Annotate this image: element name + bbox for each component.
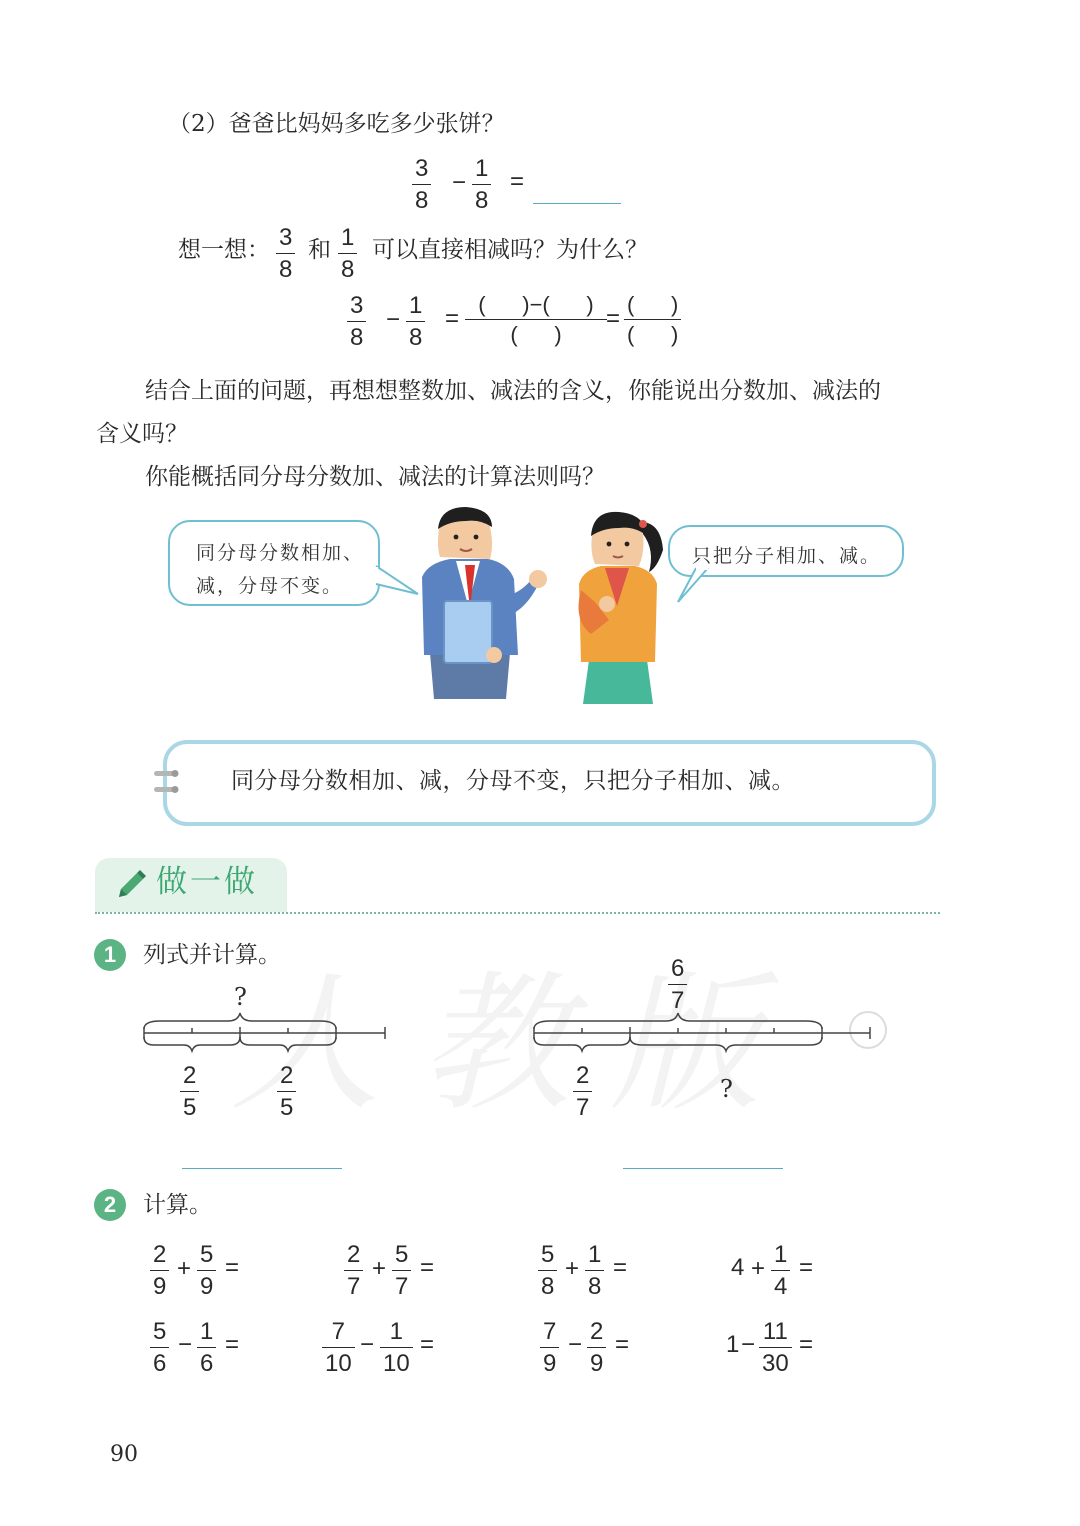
girl-illustration [565, 510, 670, 705]
fraction: $\frac{3}{8}$ [347, 294, 366, 350]
fraction: $\frac{2}{7}$ [573, 1064, 592, 1120]
unknown-total-label: ? [234, 983, 247, 1011]
plus-sign: + [565, 1255, 580, 1282]
equals-sign: = [445, 305, 460, 332]
equals-sign: = [799, 1254, 814, 1281]
fraction: $\frac{11}{30}$ [759, 1320, 792, 1376]
equals-sign: = [420, 1331, 435, 1358]
blank-fraction[interactable]: ( ) ( ) [624, 294, 681, 346]
unknown-part-label: ? [720, 1075, 733, 1103]
fraction: $\frac{7}{10}$ [322, 1320, 355, 1376]
paragraph-line: 你能概括同分母分数加、减法的计算法则吗？ [145, 464, 605, 490]
pencil-icon [113, 867, 149, 903]
plus-sign: + [177, 1255, 192, 1282]
page-number: 90 [110, 1442, 138, 1467]
minus-sign: − [178, 1331, 193, 1358]
fraction: $\frac{3}{8}$ [276, 226, 295, 282]
question-label: 列式并计算。 [143, 942, 281, 968]
fraction: $\frac{1}{10}$ [380, 1320, 413, 1376]
equals-sign: = [799, 1331, 814, 1358]
rule-text: 同分母分数相加、减，分母不变，只把分子相加、减。 [231, 768, 795, 794]
fraction: $\frac{1}{8}$ [472, 157, 491, 213]
fraction: $\frac{1}{8}$ [338, 226, 357, 282]
segment-diagram-left [140, 1005, 390, 1065]
question-number-badge: 1 [94, 939, 126, 971]
fraction: $\frac{5}{8}$ [538, 1243, 557, 1299]
fraction: $\frac{5}{6}$ [150, 1320, 169, 1376]
fraction: $\frac{2}{5}$ [180, 1064, 199, 1120]
minus-sign: − [568, 1331, 583, 1358]
fraction: $\frac{5}{9}$ [197, 1243, 216, 1299]
and-text: 和 [308, 237, 331, 263]
bubble-text: 减，分母不变。 [196, 575, 344, 597]
answer-blank[interactable] [533, 203, 621, 204]
bubble-text: 只把分子相加、减。 [692, 545, 882, 567]
paragraph-line: 结合上面的问题，再想想整数加、减法的含义，你能说出分数加、减法的 [145, 378, 881, 404]
whole-number: 4 [731, 1254, 745, 1281]
fraction: $\frac{1}{4}$ [771, 1243, 790, 1299]
equals-sign: = [606, 305, 621, 332]
ring-binder-icon [152, 765, 184, 801]
fraction: $\frac{2}{5}$ [277, 1064, 296, 1120]
blank-fraction[interactable]: ( )−( ) ( ) [465, 294, 607, 346]
equals-sign: = [510, 168, 525, 195]
question-number-badge: 2 [94, 1189, 126, 1221]
fraction: $\frac{1}{8}$ [406, 294, 425, 350]
minus-sign: − [452, 169, 467, 196]
fraction: $\frac{1}{8}$ [585, 1243, 604, 1299]
fraction: $\frac{2}{9}$ [587, 1320, 606, 1376]
equals-sign: = [225, 1254, 240, 1281]
fraction: $\frac{2}{9}$ [150, 1243, 169, 1299]
section-divider [95, 912, 940, 914]
equals-sign: = [613, 1254, 628, 1281]
question-label: 计算。 [143, 1192, 212, 1218]
equals-sign: = [615, 1331, 630, 1358]
think-prefix: 想一想： [178, 237, 270, 263]
segment-diagram-right [530, 1005, 875, 1065]
bubble-tail [674, 566, 724, 606]
paragraph-line: 含义吗？ [96, 421, 188, 447]
minus-sign: − [741, 1331, 756, 1358]
fraction: $\frac{1}{6}$ [197, 1320, 216, 1376]
answer-blank[interactable] [182, 1168, 342, 1169]
fraction: $\frac{3}{8}$ [412, 157, 431, 213]
plus-sign: + [751, 1255, 766, 1282]
equals-sign: = [420, 1254, 435, 1281]
equals-sign: = [225, 1331, 240, 1358]
speech-bubble-boy [168, 520, 380, 606]
fraction: $\frac{6}{7}$ [668, 957, 687, 1013]
fraction: $\frac{7}{9}$ [540, 1320, 559, 1376]
boy-illustration [410, 505, 555, 705]
answer-blank[interactable] [623, 1168, 783, 1169]
think-suffix: 可以直接相减吗？为什么？ [372, 237, 648, 263]
fraction: $\frac{5}{7}$ [392, 1243, 411, 1299]
minus-sign: − [386, 306, 401, 333]
section-title: 做一做 [156, 864, 258, 899]
minus-sign: − [360, 1331, 375, 1358]
fraction: $\frac{2}{7}$ [344, 1243, 363, 1299]
whole-number: 1 [726, 1331, 740, 1358]
plus-sign: + [372, 1255, 387, 1282]
bubble-text: 同分母分数相加、 [196, 542, 365, 564]
part2-question: （2）爸爸比妈妈多吃多少张饼？ [168, 111, 505, 137]
